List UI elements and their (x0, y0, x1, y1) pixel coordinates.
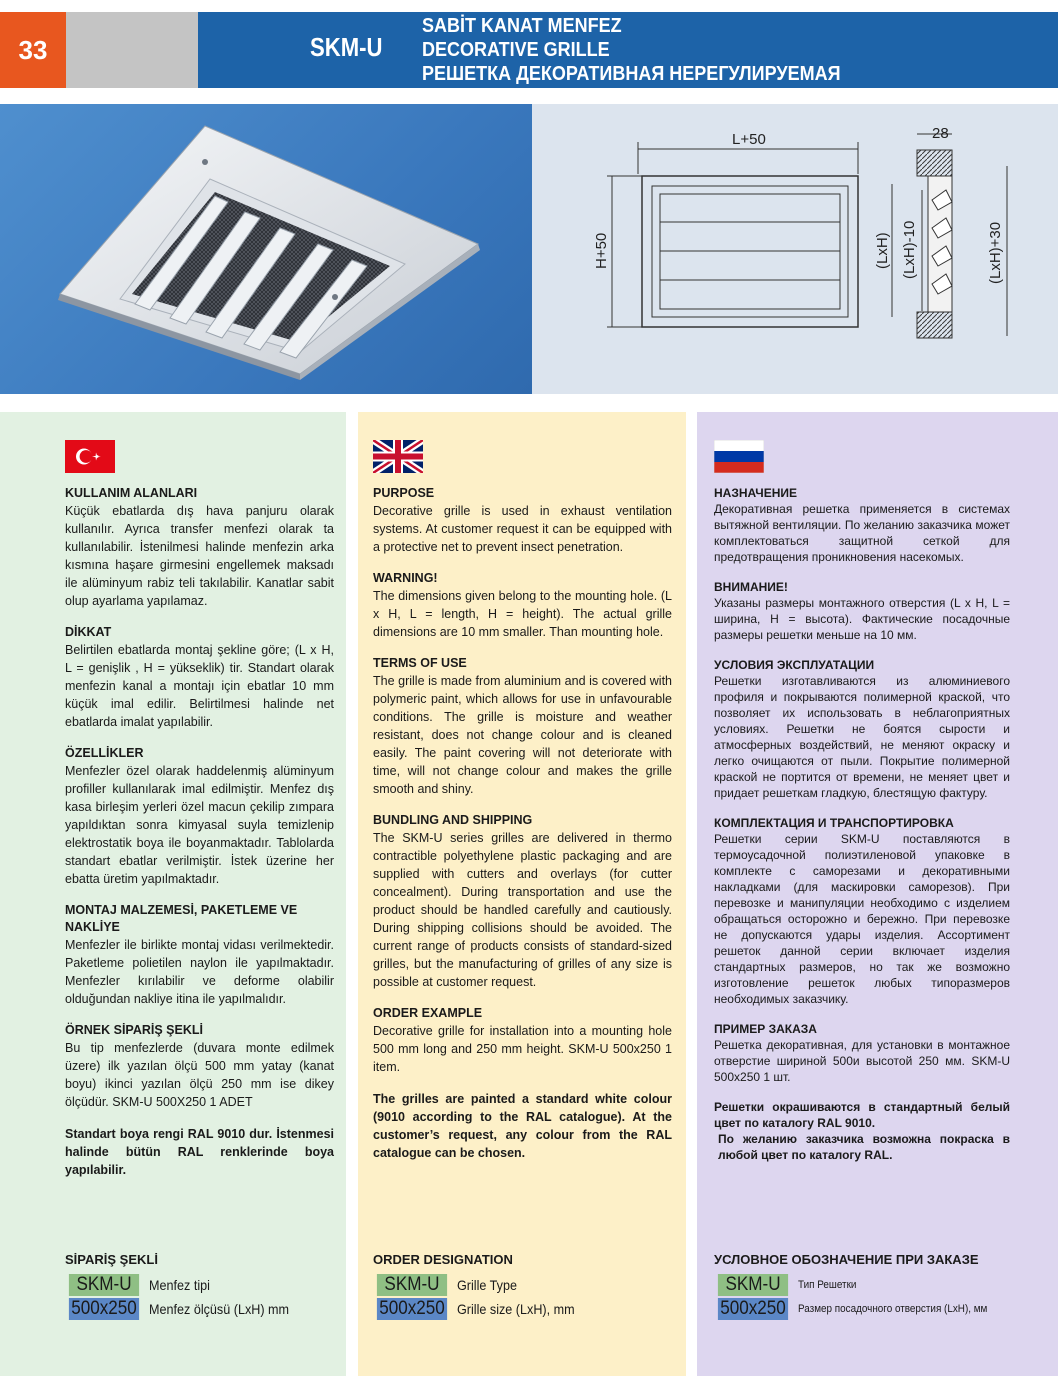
tr-od-code-label: Menfez tipi (149, 1277, 210, 1293)
dim-lxh-plus-label: (LxH)+30 (987, 221, 1004, 284)
technical-drawing (532, 104, 1058, 394)
ru-order-example-text: Решетка декоративная, для установки в монтажное отверстие шириной 500и высотой 250 мм. SKM-U 500x250 1 шт. (714, 1038, 1010, 1084)
ru-paint-note: Решетки окрашиваются в стандартный белый цвет по каталогу RAL 9010. (714, 1100, 1010, 1130)
turkey-flag-icon (65, 440, 115, 473)
ru-od-size-label: Размер посадочного отверстия (LxH), мм (798, 1303, 988, 1315)
tr-warning-text: Belirtilen ebatlarda montaj şekline göre; (L x H, L = genişlik , H = yükseklik) tir. Standart olarak menfezin kanal a montajı için ebatlar 10 mm küçük imal edilir. Belirtilmesi halinde net ebatlarda imalat yapılabilir. (65, 643, 334, 729)
tr-features-text: Menfezler özel olarak haddelenmiş alüminyum profiller kullanılarak imal edilmiştir. Menfez dış kasa birleşim yerleri özel macun çekilip zımpara yapıldıktan sonra kimyasal suyla temizlenip elektrostatik boya ile boyanmaktadır. Tablolarda standart ebatlar verilmiştir. İstek üzerine her ebatta üretim yapılmaktadır. (65, 764, 334, 886)
ru-order-designation (714, 1252, 1008, 1321)
tr-paint-note: Standart boya rengi RAL 9010 dur. İstenmesi halinde bütün RAL renklerinde boya yapılabilir. (65, 1127, 334, 1177)
tr-warning-heading: DİKKAT (65, 625, 112, 639)
en-warning-text: The dimensions given belong to the mounting hole. (L x H, L = length, H = height). The actual grille dimensions are 10 mm smaller. Than mounting hole. (373, 589, 672, 639)
ru-od-code-label: Тип Решетки (798, 1279, 857, 1291)
dim-depth-label: 28 (932, 125, 949, 142)
tr-usage-text: Küçük ebatlarda dış hava panjuru olarak kullanılır. Ayrıca transfer menfezi olarak ta kullanılabilir. İstenilmesi halinde menfezin arka kısmına haşare girmesini engellemek maksadı ile alüminyum rabiz teli takılabilir. Kanatlar sabit olup ayarlama yapılamaz. (65, 504, 334, 608)
ru-terms-heading: УСЛОВИЯ ЭКСПЛУАТАЦИИ (714, 658, 875, 672)
en-od-size-label: Grille size (LxH), mm (457, 1301, 575, 1317)
dim-lxh-label: (LxH) (874, 232, 891, 269)
en-terms-heading: TERMS OF USE (373, 656, 467, 670)
ru-shipping-text: Решетки серии SKM-U поставляются в термоусадочной полиэтиленовой упаковке в комплекте с саморезами и декоративными накладками (для маскировки саморезов). При перевозке и манипуляции необходимо с изделием обращаться осторожно и бережно. При перевозке не допускаются удары изделия. Ассортимент решеток данной серии включает изделия стандартных размеров, но так же возможно изготовление решеток любых типоразмеров необходимых заказчику. (714, 832, 1010, 1006)
ru-warning-heading: ВНИМАНИЕ! (714, 580, 788, 594)
header-titles (422, 14, 841, 86)
tr-order-designation (65, 1252, 305, 1321)
product-code: SKM-U (310, 32, 383, 62)
column-russian (697, 412, 1058, 1376)
tr-shipping-heading: MONTAJ MALZEMESİ, PAKETLEME VE NAKLİYE (65, 903, 298, 934)
dim-width-label: L+50 (732, 131, 766, 148)
en-od-size: 500x250 (377, 1298, 447, 1320)
en-purpose-heading: PURPOSE (373, 486, 435, 500)
en-warning-heading: WARNING! (373, 571, 438, 585)
title-en: DECORATIVE GRILLE (422, 39, 610, 61)
ru-purpose-text: Декоративная решетка применяется в системах вытяжной вентиляции. По желанию заказчика может комплектоваться защитной сеткой для предотвращения проникновения насекомых. (714, 502, 1010, 564)
tr-usage-heading: KULLANIM ALANLARI (65, 486, 198, 500)
tr-features-heading: ÖZELLİKLER (65, 746, 144, 760)
title-ru: РЕШЕТКА ДЕКОРАТИВНАЯ НЕРЕГУЛИРУЕМАЯ (422, 63, 841, 85)
russia-flag-icon (714, 440, 764, 473)
ru-od-code: SKM-U (718, 1274, 788, 1296)
uk-flag-icon (373, 440, 423, 473)
page-number: 33 (0, 12, 66, 88)
grille-illustration (0, 104, 532, 394)
column-english (358, 412, 686, 1376)
ru-paint-note-2: По желанию заказчика возможна покраска в любой цвет по каталогу RAL. (718, 1132, 1010, 1162)
dim-lxh-minus-label: (LxH)-10 (901, 220, 918, 279)
column-turkish (0, 412, 346, 1376)
en-shipping-text: The SKM-U series grilles are delivered in thermo contractible polyethylene plastic packaging and are supplied with cutters and overlays (for cutter concealment). During transportation and use the product should be handled carefully and cautiously. During shipping collisions should be avoided. The current range of products consists of standard-sized grilles, but the manufacturing of grilles of any size is possible at customer request. (373, 831, 672, 989)
ru-od-size: 500x250 (718, 1298, 788, 1320)
en-od-title: ORDER DESIGNATION (373, 1252, 513, 1267)
en-shipping-heading: BUNDLING AND SHIPPING (373, 813, 533, 827)
en-od-code-label: Grille Type (457, 1277, 518, 1293)
en-purpose-text: Decorative grille is used in exhaust ventilation systems. At customer request it can be equipped with a protective net to prevent insect penetration. (373, 504, 672, 554)
en-paint-note: The grilles are painted a standard white colour (9010 according to the RAL catalogue). At the customer’s request, any colour from the RAL catalogue can be chosen. (373, 1092, 672, 1160)
en-order-example-heading: ORDER EXAMPLE (373, 1006, 483, 1020)
en-order-example-text: Decorative grille for installation into a mounting hole 500 mm long and 250 mm height. SKM-U 500x250 1 item. (373, 1024, 672, 1074)
header-bar (198, 12, 1058, 88)
ru-od-title: УСЛОВНОЕ ОБОЗНАЧЕНИЕ ПРИ ЗАКАЗЕ (714, 1252, 979, 1267)
tr-order-example-heading: ÖRNEK SİPARİŞ ŞEKLİ (65, 1023, 203, 1037)
tr-order-example-text: Bu tip menfezlerde (duvara monte edilmek üzere) ilk yazılan ölçü 500 mm yatay (kanat boyu) ikinci yazılan ölçü 250 mm ise dikey ölçüdür. SKM-U 500X250 1 ADET (65, 1041, 334, 1109)
tr-od-title: SİPARİŞ ŞEKLİ (65, 1252, 158, 1267)
tr-od-code: SKM-U (69, 1274, 139, 1296)
ru-purpose-heading: НАЗНАЧЕНИЕ (714, 486, 797, 500)
tr-od-size-label: Menfez ölçüsü (LxH) mm (149, 1301, 290, 1317)
ru-shipping-heading: КОМПЛЕКТАЦИЯ И ТРАНСПОРТИРОВКА (714, 816, 954, 830)
en-order-designation (373, 1252, 588, 1321)
header-gray-block (66, 12, 198, 88)
product-photo (0, 104, 532, 394)
dim-height-label: H+50 (593, 232, 610, 269)
tr-shipping-text: Menfezler ile birlikte montaj vidası verilmektedir. Paketleme polietilen naylon ile yapılmaktadır. Menfezler kırılabilir ve deforme olabilir olduğundan nakliye itina ile yapılmalıdır. (65, 938, 334, 1006)
en-od-code: SKM-U (377, 1274, 447, 1296)
title-tr: SABİT KANAT MENFEZ (422, 15, 622, 37)
ru-warning-text: Указаны размеры монтажного отверстия (L x H, L = ширина, H = высота). Фактические посадочные размеры решетки меньше на 10 мм. (714, 596, 1010, 642)
ru-terms-text: Решетки изготавливаются из алюминиевого профиля и покрываются полимерной краской, что позволяет их использовать в неблагоприятных условиях. Решетки не боятся сырости и атмосферных воздействий, не меняют окраску и легко очищаются от пыли. Покрытие полимерной краской не портится от времени, не меняет цвет и придает решеткам гладкую, блестящую фактуру. (714, 674, 1010, 800)
dimension-drawing (532, 104, 1058, 394)
ru-order-example-heading: ПРИМЕР ЗАКАЗА (714, 1022, 817, 1036)
en-terms-text: The grille is made from aluminium and is covered with polymeric paint, which allows for use in unfavourable conditions. The grille is moisture and weather resistant, does not change colour and is cleaned easily. The paint covering will not deteriorate with time, will not change colour and makes the grille smooth and shiny. (373, 674, 672, 796)
tr-od-size: 500x250 (69, 1298, 139, 1320)
